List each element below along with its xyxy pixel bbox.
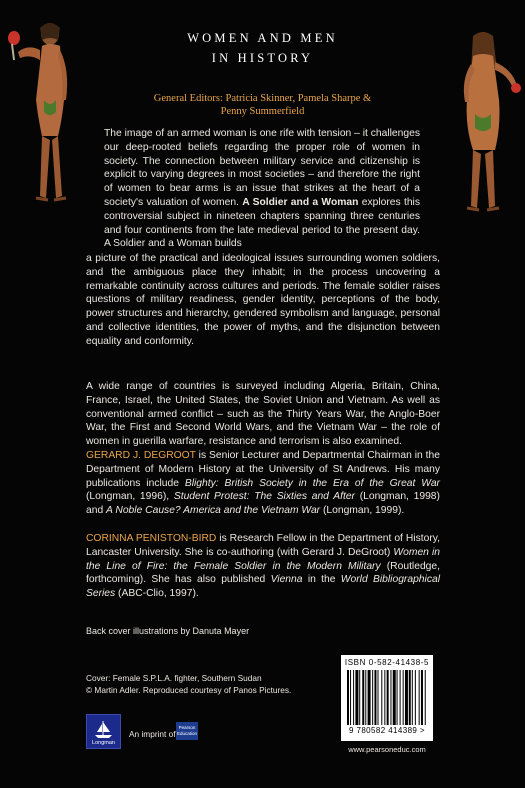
- bio-text: (Longman, 1999).: [320, 505, 405, 517]
- adam-illustration: [6, 0, 84, 220]
- author-name-degroot: GERARD J. DEGROOT: [86, 450, 196, 461]
- book-title-bold: A Soldier and a Woman: [242, 196, 359, 208]
- barcode-bar: [421, 670, 423, 725]
- barcode-bar: [384, 670, 385, 725]
- barcode-panel: [341, 655, 433, 741]
- barcode-bar: [353, 670, 354, 725]
- illustration-credit: Back cover illustrations by Danuta Mayer: [86, 626, 250, 636]
- book-title: Vienna: [270, 574, 303, 586]
- series-title-line1: WOMEN AND MEN: [187, 31, 338, 45]
- series-title: [120, 28, 405, 68]
- barcode-bar: [409, 670, 411, 725]
- barcode-bar: [415, 670, 416, 725]
- barcode-digits: 9 780582 414389 >: [349, 726, 425, 735]
- barcode-bar: [368, 670, 371, 725]
- description-paragraph-top: [104, 127, 420, 251]
- pearson-line2: Education: [176, 731, 197, 736]
- general-editors: [110, 93, 415, 118]
- cover-credit: [86, 672, 316, 696]
- bio-text: (ABC-Clio, 1997).: [115, 588, 199, 600]
- barcode-bar: [425, 670, 426, 725]
- editors-line2: Penny Summerfield: [220, 105, 305, 117]
- barcode-bar: [405, 670, 408, 725]
- degroot-bio: [86, 449, 440, 518]
- longman-logo: [86, 714, 121, 749]
- barcode-bar: [397, 670, 398, 725]
- barcode-bar: [374, 670, 376, 725]
- barcode-bar: [381, 670, 382, 725]
- barcode-bar: [400, 670, 401, 725]
- barcode-bar: [365, 670, 366, 725]
- barcode-bars: [347, 670, 427, 725]
- barcode-bar: [387, 670, 389, 725]
- series-title-line2: IN HISTORY: [211, 51, 314, 65]
- bio-text: is Research Fellow in the Department of History, Lancaster University. She is co-authoring (with Gerard J. DeGroot): [86, 533, 440, 558]
- pearson-line1: Pearson: [178, 725, 196, 730]
- isbn-number: ISBN 0-582-41438-5: [344, 658, 430, 667]
- cover-credit-line2: © Martin Adler. Reproduced courtesy of Panos Pictures.: [86, 685, 292, 695]
- bio-text: (Longman, 1998) and: [86, 491, 440, 517]
- description-paragraph-continued: a picture of the practical and ideological issues surrounding women soldiers, and the ambiguous place they inhabit; in the process uncovering a remarkable continuity across cultures and periods. The female soldier raises questions of military readiness, gender identity, perceptions of the body, power structures and hierarchy, gendered symbolism and language, personal and collective identities, the power of myths, and the disjunction between equality and conformity.: [86, 253, 440, 347]
- ship-icon: [87, 717, 120, 741]
- barcode-bar: [350, 670, 351, 725]
- barcode-bar: [362, 670, 364, 725]
- barcode-bar: [393, 670, 396, 725]
- book-title: Student Protest: The Sixties and After: [173, 491, 355, 503]
- barcode-bar: [412, 670, 413, 725]
- barcode-bar: [378, 670, 379, 725]
- description-text-1: The image of an armed woman is one rife with tension – it challenges our deep-rooted beliefs regarding the proper role of women in society. The connection between military service and citizenship is explicit to varying degrees in most societies – and therefore the right of women to bear arms is an issue that strikes at the heart of a society's valuation of women.: [104, 128, 420, 208]
- bio-text: (Routledge, forthcoming). She has also published: [86, 560, 440, 586]
- eve-illustration: [443, 30, 523, 228]
- longman-wordmark: Longman: [92, 740, 115, 746]
- bio-text: is Senior Lecturer and Departmental Chairman in the Department of Modern History at the University of St Andrews. His many publications include: [86, 450, 440, 489]
- author-name-peniston-bird: CORINNA PENISTON-BIRD: [86, 533, 217, 544]
- countries-paragraph: A wide range of countries is surveyed including Algeria, Britain, China, France, Israel, the United States, the Soviet Union and Vietnam. As well as conventional armed conflict – such as the Thirty Years War, the Anglo-Boer War, the First and Second World Wars, and the Vietnam War – the role of women in guerilla warfare, resistance and terrorism is also examined.: [86, 381, 440, 448]
- cover-credit-line1: Cover: Female S.P.L.A. fighter, Southern Sudan: [86, 673, 262, 683]
- editors-line1: General Editors: Patricia Skinner, Pamela Sharpe &: [153, 93, 372, 104]
- barcode-bar: [390, 670, 391, 725]
- book-title: A Noble Cause? America and the Vietnam War: [106, 505, 321, 517]
- peniston-bird-bio: [86, 532, 440, 601]
- bio-text: in the: [302, 574, 341, 586]
- description-text-2: explores this controversial subject in nineteen chapters spanning three centuries and four continents from the late medieval period to the present day. A Soldier and a Woman builds: [104, 196, 420, 250]
- barcode-bar: [419, 670, 420, 725]
- barcode-bar: [347, 670, 349, 725]
- barcode-bar: [359, 670, 360, 725]
- book-title: Women in the Line of Fire: the Female Soldier in the Modern Military: [86, 546, 440, 572]
- barcode-bar: [403, 670, 404, 725]
- series-title-italic: World Bibliographical Series: [86, 574, 440, 600]
- pearson-education-logo: [176, 722, 198, 740]
- barcode-bar: [372, 670, 373, 725]
- publisher-website: www.pearsoneduc.com: [348, 745, 426, 754]
- bio-text: (Longman, 1996),: [86, 491, 174, 503]
- imprint-text: An imprint of: [129, 729, 176, 739]
- book-title: Blighty: British Society in the Era of the Great War: [184, 477, 440, 489]
- barcode-bar: [355, 670, 358, 725]
